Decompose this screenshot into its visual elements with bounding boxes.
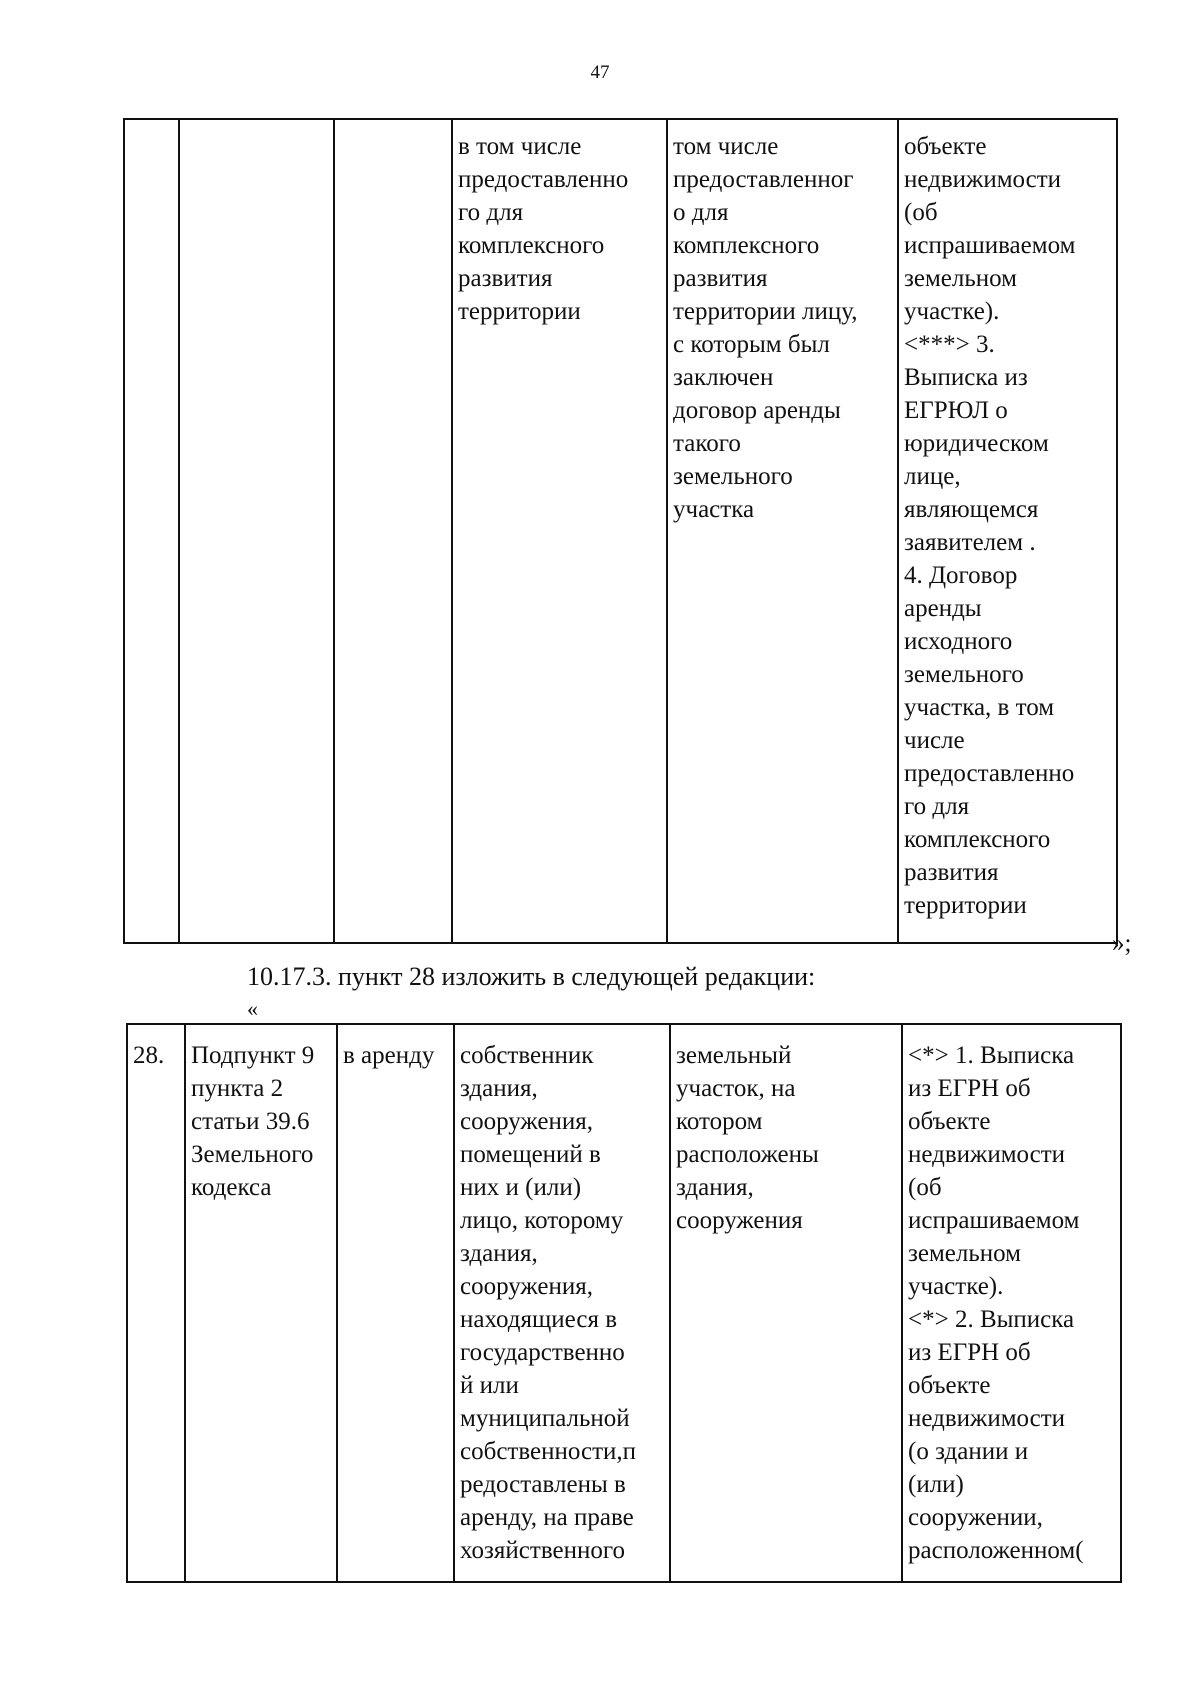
table-cell-documents: <*> 1. Выписка из ЕГРН об объекте недвижимости (об испрашиваемом земельном участке). <*> 2. Выписка из ЕГРН об объекте недвижимости (о здании и (или) сооружении, расположенном( bbox=[902, 1024, 1121, 1582]
page-number: 47 bbox=[590, 62, 610, 83]
closing-quote: »; bbox=[1112, 930, 1132, 957]
table-item-28 bbox=[126, 1023, 1122, 1583]
table-cell-number: 28. bbox=[127, 1024, 185, 1582]
table-cell-applicant: в том числе предоставленно го для комплексного развития территории bbox=[452, 119, 667, 943]
table-cell-right-type bbox=[334, 119, 452, 943]
amendment-instruction: 10.17.3. пункт 28 изложить в следующей редакции: bbox=[247, 962, 816, 991]
table-cell-land-plot: земельный участок, на котором расположены здания, сооружения bbox=[670, 1024, 902, 1582]
table-row bbox=[124, 119, 1117, 943]
table-continuation bbox=[123, 118, 1118, 944]
table-row bbox=[127, 1024, 1121, 1582]
table-cell-documents: объекте недвижимости (об испрашиваемом земельном участке). <***> 3. Выписка из ЕГРЮЛ о юридическом лице, являющемся заявителем . 4. Договор аренды исходного земельного участка, в том числе предоставленно го для комплексного развития территории bbox=[898, 119, 1117, 943]
table-cell-number bbox=[124, 119, 179, 943]
table-cell-right-type: в аренду bbox=[337, 1024, 454, 1582]
table-cell-applicant: собственник здания, сооружения, помещений в них и (или) лицо, которому здания, сооружения, находящиеся в государственно й или муниципальной собственности,п редоставлены в аренду, на праве хозяйственного bbox=[454, 1024, 670, 1582]
table-cell-legal-basis: Подпункт 9 пункта 2 статьи 39.6 Земельного кодекса bbox=[185, 1024, 337, 1582]
table-cell-legal-basis bbox=[179, 119, 334, 943]
opening-quote: « bbox=[247, 996, 258, 1021]
table-cell-land-plot: том числе предоставленног о для комплексного развития территории лицу, с которым был заключен договор аренды такого земельного участка bbox=[667, 119, 898, 943]
